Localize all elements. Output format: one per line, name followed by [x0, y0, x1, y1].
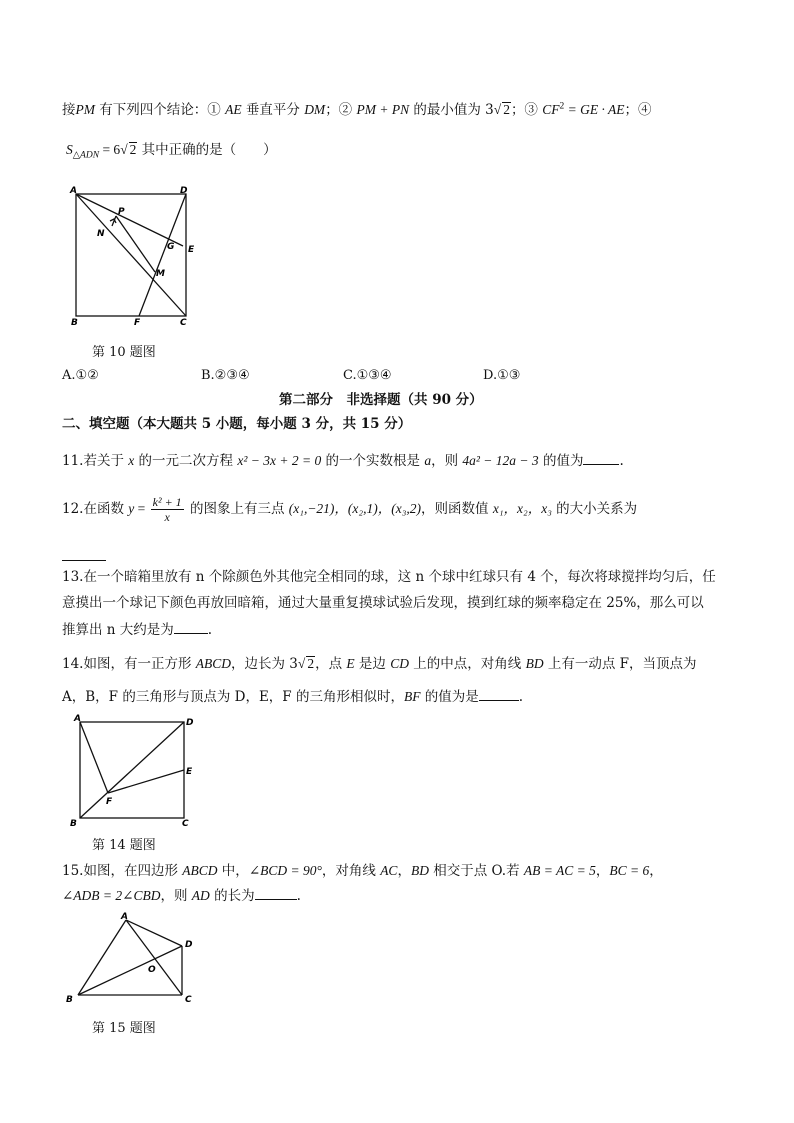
q10-label-e: E [188, 245, 195, 255]
q10-option-b[interactable]: B.②③④ [201, 368, 250, 383]
q15-label-c: C [185, 995, 192, 1005]
q14-label-e: E [186, 767, 193, 777]
q15-abcd: ABCD [182, 863, 218, 878]
q10-pmpn: PM + PN [356, 102, 410, 117]
q10-label-a: A [70, 186, 77, 196]
q10-figure [66, 186, 196, 326]
q10-ae: AE [225, 102, 242, 117]
q15-line-1 [62, 861, 663, 881]
q10-label-g: G [167, 242, 175, 252]
q10-root: 2 [503, 102, 510, 117]
q11-x: x [128, 453, 135, 468]
q12-denominator: x [164, 510, 170, 524]
q15-side-ad [126, 920, 182, 946]
q15-text: ，则 [160, 888, 192, 904]
q10-line-ae [76, 194, 183, 246]
q12-text: ，则函数值 [421, 501, 493, 517]
q10-label-p: P [118, 207, 125, 217]
q10-cf: CF [542, 102, 560, 117]
q12-eq: = [134, 501, 149, 516]
q15-text: ，对角线 [321, 863, 381, 879]
q13-line-3 [62, 619, 212, 640]
q10-eq: = GE · AE [564, 102, 625, 117]
q12-numerator: k² + 1 [152, 495, 182, 509]
q14-text: 上有一动点 F，当顶点为 [543, 656, 697, 672]
q15-period: . [296, 888, 301, 904]
q15-figure [62, 910, 212, 1010]
q15-text: 中， [217, 863, 249, 879]
q10-question-tail: 其中正确的是（ ） [137, 142, 277, 158]
q15-angle-adb: ∠ADB = 2∠CBD [62, 888, 161, 903]
q10-line-2: $S_{\triangle ADN} = 6√$ 2 其中正确的是（ ） [66, 142, 277, 161]
q11-period: . [619, 453, 624, 469]
q14-figure-caption: 第 14 题图 [92, 838, 156, 853]
q15-angle-bcd: ∠BCD = 90° [248, 863, 322, 878]
q15-ad: AD [191, 888, 210, 903]
q14-text: 上的中点，对角线 [408, 656, 526, 672]
q12-text: 12.在函数 [62, 501, 129, 517]
q14-label-d: D [186, 718, 194, 728]
q12-points: (x₁,−21)，(x₂,1)，(x₃,2) [288, 501, 422, 516]
q10-label-d: D [180, 186, 188, 196]
q12-fraction [151, 495, 184, 524]
q12-text: 的大小关系为 [551, 501, 638, 517]
q11-text: ，则 [431, 453, 463, 469]
q14-root: 2 [307, 656, 315, 671]
q15-text: 15.如图，在四边形 [62, 863, 183, 879]
q14-diagonal-bd [80, 722, 184, 818]
q15-diagonal-ac [126, 920, 182, 995]
q15-text: ， [649, 863, 663, 879]
q11-a: a [424, 453, 432, 468]
q10-dm: DM [304, 102, 326, 117]
q10-option-c[interactable]: C.①③④ [343, 368, 392, 383]
q12-text: 的图象上有三点 [185, 501, 289, 517]
q10-text: ；③ [510, 102, 543, 118]
q10-figure-caption: 第 10 题图 [92, 345, 156, 360]
q14-label-c: C [182, 819, 189, 829]
q14-text: 14.如图，有一正方形 [62, 656, 196, 672]
q10-label-f: F [134, 318, 141, 328]
q12-values: x₁，x₂，x₃ [492, 501, 552, 516]
q14-text: ，边长为 3 [231, 656, 298, 672]
q10-area-root: 2 [129, 142, 137, 157]
q10-line-df [139, 194, 186, 316]
q14-abcd: ABCD [195, 656, 232, 671]
q11 [62, 450, 624, 471]
q15-line-2 [62, 885, 301, 906]
q10-text: ；② [325, 102, 357, 118]
q10-label-b: B [71, 318, 78, 328]
q14-label-f: F [106, 797, 113, 807]
q10-area-s: S [66, 142, 73, 157]
q10-text: 的最小值为 3 [409, 102, 494, 118]
q11-answer-blank[interactable] [583, 450, 619, 465]
q11-text: 的值为 [538, 453, 584, 469]
q14-line-af [80, 722, 108, 793]
q10-area-sub: △ADN [72, 150, 100, 161]
q14-bf: BF [403, 689, 421, 704]
q10-label-m: M [156, 269, 165, 279]
q11-expression: 4a² − 12a − 3 [462, 453, 539, 468]
q15-bd: BD [410, 863, 429, 878]
q12 [62, 494, 637, 524]
q10-text: ；④ [624, 102, 652, 118]
q14-text: A，B，F 的三角形与顶点为 D，E，F 的三角形相似时， [62, 689, 404, 705]
q14-line-2 [62, 686, 523, 707]
q15-text: 相交于点 O.若 [428, 863, 524, 879]
q11-text: 的一元二次方程 [134, 453, 238, 469]
q15-label-o: O [148, 965, 156, 975]
q15-text: ， [397, 863, 411, 879]
q15-label-a: A [121, 912, 128, 922]
q10-area-val: = 6 [99, 142, 121, 157]
q10-text: 接 [62, 102, 76, 118]
q15-answer-blank[interactable] [255, 885, 297, 900]
q15-figure-caption: 第 15 题图 [92, 1021, 156, 1036]
q13-line-2: 意摸出一个球记下颜色再放回暗箱，通过大量重复摸球试验后发现，摸到红球的频率稳定在 25%，那么可以 [62, 595, 704, 611]
q10-text: 垂直平分 [241, 102, 305, 118]
q10-text: 有下列四个结论：① [95, 102, 226, 118]
fill-in-section-heading: 二、填空题（本大题共 5 小题，每小题 3 分，共 15 分） [62, 416, 412, 432]
q10-label-c: C [180, 318, 187, 328]
q15-text: ， [595, 863, 610, 879]
q15-text: 的长为 [209, 888, 255, 904]
q15-bc: BC = 6 [609, 863, 650, 878]
q15-label-d: D [185, 940, 193, 950]
q15-ac: AC [380, 863, 398, 878]
q13-answer-blank[interactable] [174, 619, 208, 634]
q14-label-a: A [74, 714, 81, 724]
q13-line-1: 13.在一个暗箱里放有 n 个除颜色外其他完全相同的球，这 n 个球中红球只有 4 个，每次将球搅拌均匀后，任 [62, 569, 716, 585]
q10-option-a[interactable]: A.①② [62, 368, 99, 383]
q14-text: ，点 [315, 656, 347, 672]
q14-e: E [346, 656, 355, 671]
q14-period: . [518, 689, 524, 705]
q10-line-1: 接PM 有下列四个结论：① AE 垂直平分 DM；② PM + PN 的最小值为 3√ 2；③ $CF^2$ = GE · AE；④ [62, 101, 652, 118]
q14-text: 是边 [354, 656, 391, 672]
q14-cd: CD [390, 656, 409, 671]
q14-bd: BD [525, 656, 544, 671]
q10-label-n: N [97, 229, 105, 239]
q11-text: 的一个实数根是 [321, 453, 425, 469]
q11-text: 11.若关于 [62, 453, 129, 469]
q14-text: 的值为是 [420, 689, 479, 705]
q15-lengths: AB = AC = 5 [523, 863, 596, 878]
q14-answer-blank[interactable] [479, 686, 519, 701]
part2-title: 第二部分 非选择题（共 90 分） [279, 392, 483, 408]
q10-pm: PM [75, 102, 95, 117]
q14-line-1: 14.如图，有一正方形 ABCD，边长为 3√ 2，点 E 是边 CD 上的中点，对角线 BD 上有一动点 F，当顶点为 [62, 656, 697, 672]
q11-equation: x² − 3x + 2 = 0 [237, 453, 322, 468]
q10-diagonal-ac [76, 194, 186, 316]
q15-label-b: B [66, 995, 73, 1005]
q14-figure [70, 714, 200, 829]
q13-period: . [207, 622, 213, 638]
q12-answer-blank[interactable] [62, 546, 106, 561]
q13-text: 推算出 n 大约是为 [62, 622, 174, 638]
q14-label-b: B [70, 819, 77, 829]
q12-y: y [128, 501, 135, 516]
q10-option-d[interactable]: D.①③ [483, 368, 521, 383]
